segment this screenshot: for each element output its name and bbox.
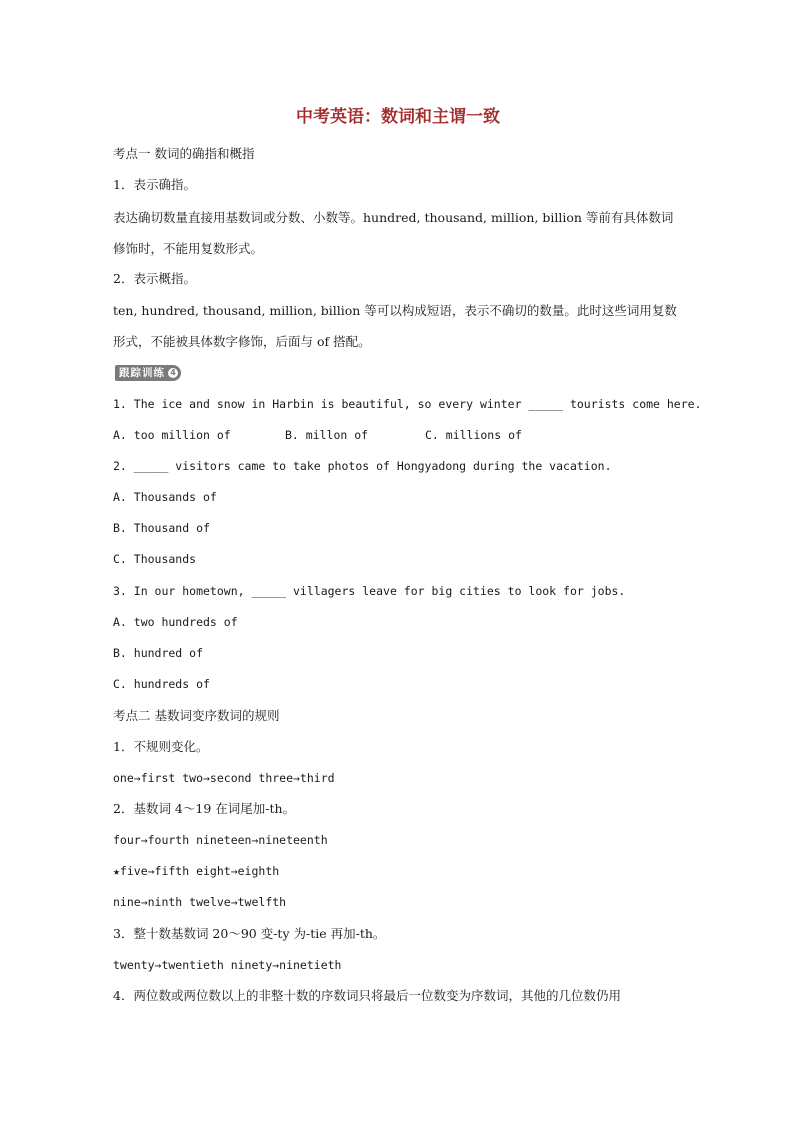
point-2-label: 2．表示概指。 xyxy=(113,271,196,286)
page-title: 中考英语：数词和主谓一致 xyxy=(296,107,500,127)
question-1-options xyxy=(113,425,522,445)
rule-2-example-1: four→fourth nineteen→nineteenth xyxy=(113,833,328,847)
rule-2-example-2: ★five→fifth eight→eighth xyxy=(113,864,280,878)
q3-option-a: A. two hundreds of xyxy=(113,615,238,629)
q2-option-c: C. Thousands xyxy=(113,552,197,566)
question-2: 2. _____ visitors came to take photos of Hongyadong during the vacation. xyxy=(113,459,612,473)
document-page xyxy=(113,0,702,1123)
rule-4-label: 4．两位数或两位数以上的非整十数的序数词只将最后一位数变为序数词，其他的几位数仍用 xyxy=(113,988,621,1003)
practice-badge-label: 跟踪训练 xyxy=(119,367,165,379)
rule-3-label: 3．整十数基数词 20～90 变-ty 为-tie 再加-th。 xyxy=(113,926,386,941)
rule-1-example: one→first two→second three→third xyxy=(113,771,335,785)
section-heading-2: 考点二 基数词变序数词的规则 xyxy=(113,708,280,723)
rule-1-label: 1．不规则变化。 xyxy=(113,739,209,754)
practice-badge xyxy=(115,365,181,381)
point-1-label: 1．表示确指。 xyxy=(113,177,196,192)
rule-3-example: twenty→twentieth ninety→ninetieth xyxy=(113,958,342,972)
q2-option-a: A. Thousands of xyxy=(113,490,217,504)
section-heading-1: 考点一 数词的确指和概指 xyxy=(113,146,255,161)
q1-option-a: A. too million of xyxy=(113,428,231,442)
q2-option-b: B. Thousand of xyxy=(113,521,210,535)
q3-option-b: B. hundred of xyxy=(113,646,204,660)
rule-2-label: 2．基数词 4～19 在词尾加-th。 xyxy=(113,801,296,816)
point-2-text: ten, hundred, thousand, million, billion 等可以构成短语，表示不确切的数量。此时这些词用复数形式，不能被具体数字修饰，后面与 of 搭配。 xyxy=(113,303,677,349)
question-3: 3. In our hometown, _____ villagers leave for big cities to look for jobs. xyxy=(113,584,626,598)
q1-option-b: B. millon of xyxy=(285,428,369,442)
rule-2-example-3: nine→ninth twelve→twelfth xyxy=(113,895,287,909)
q1-option-c: C. millions of xyxy=(425,428,522,442)
question-1: 1. The ice and snow in Harbin is beautiful, so every winter _____ tourists come here. xyxy=(113,397,702,411)
q3-option-c: C. hundreds of xyxy=(113,677,210,691)
point-1-text: 表达确切数量直接用基数词或分数、小数等。hundred, thousand, million, billion 等前有具体数词修饰时，不能用复数形式。 xyxy=(113,210,674,256)
badge-number-icon: 4 xyxy=(168,368,178,378)
